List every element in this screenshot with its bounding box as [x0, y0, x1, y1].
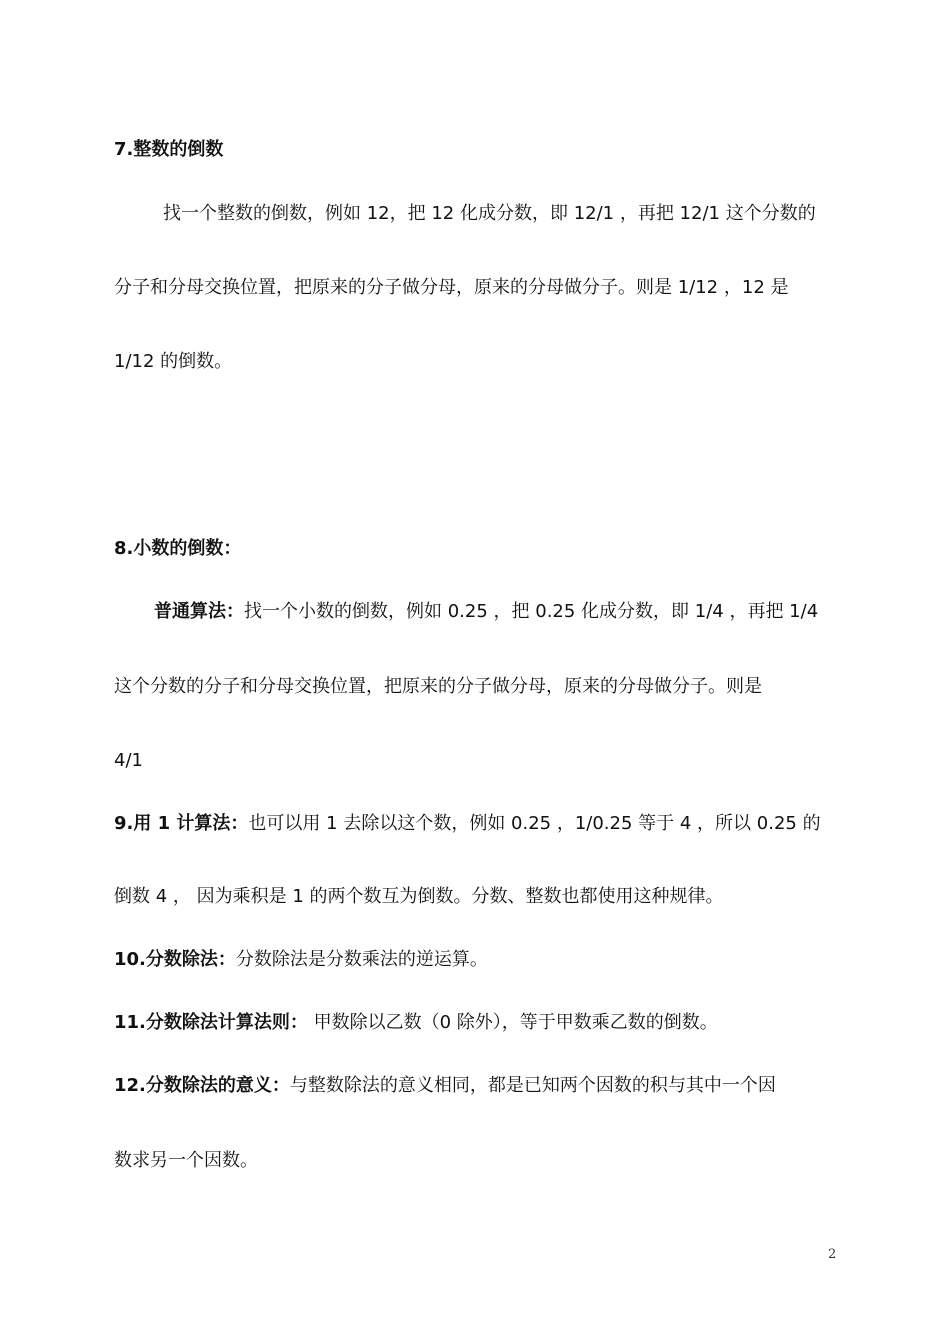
- section-7-heading: 7.整数的倒数: [114, 139, 224, 160]
- section-12-text: 与整数除法的意义相同，都是已知两个因数的积与其中一个因: [289, 1075, 776, 1096]
- section-9-label: 9.用 1 计算法：: [114, 813, 249, 834]
- section-9-text: 也可以用 1 去除以这个数，例如 0.25 ，1/0.25 等于 4 ，所以 0.25 的: [248, 813, 821, 834]
- section-8-line-2: 这个分数的分子和分母交换位置，把原来的分子做分母，原来的分母做分子。则是: [114, 676, 762, 697]
- section-9-line-2: 倒数 4 ， 因为乘积是 1 的两个数互为倒数。分数、整数也都使用这种规律。: [114, 886, 724, 907]
- section-12-line-1: [114, 1073, 776, 1099]
- section-7-line-1: 找一个整数的倒数，例如 12，把 12 化成分数，即 12/1 ，再把 12/1 这个分数的: [163, 203, 816, 224]
- section-8-text: 找一个小数的倒数，例如 0.25 ，把 0.25 化成分数，即 1/4 ，再把 1/4: [244, 601, 819, 622]
- section-10-label: 10.分数除法：: [114, 949, 236, 970]
- section-10-text: 分数除法是分数乘法的逆运算。: [235, 949, 488, 970]
- section-11-label: 11.分数除法计算法则：: [114, 1012, 308, 1033]
- section-11-line: [114, 1010, 718, 1036]
- section-7-line-2: 分子和分母交换位置，把原来的分子做分母，原来的分母做分子。则是 1/12 ，12 是: [114, 277, 789, 298]
- section-10-line: [114, 947, 488, 973]
- section-7-line-3: 1/12 的倒数。: [114, 351, 233, 372]
- section-8-line-3: 4/1: [114, 750, 143, 771]
- section-11-text: 甲数除以乙数（0 除外），等于甲数乘乙数的倒数。: [307, 1012, 718, 1033]
- section-9-line-1: [114, 811, 821, 837]
- section-8-heading: 8.小数的倒数：: [114, 538, 242, 559]
- section-12-line-2: 数求另一个因数。: [114, 1150, 258, 1171]
- section-8-line-1: [154, 599, 818, 625]
- section-8-label: 普通算法：: [154, 601, 244, 622]
- section-12-label: 12.分数除法的意义：: [114, 1075, 290, 1096]
- page-number: 2: [828, 1247, 837, 1262]
